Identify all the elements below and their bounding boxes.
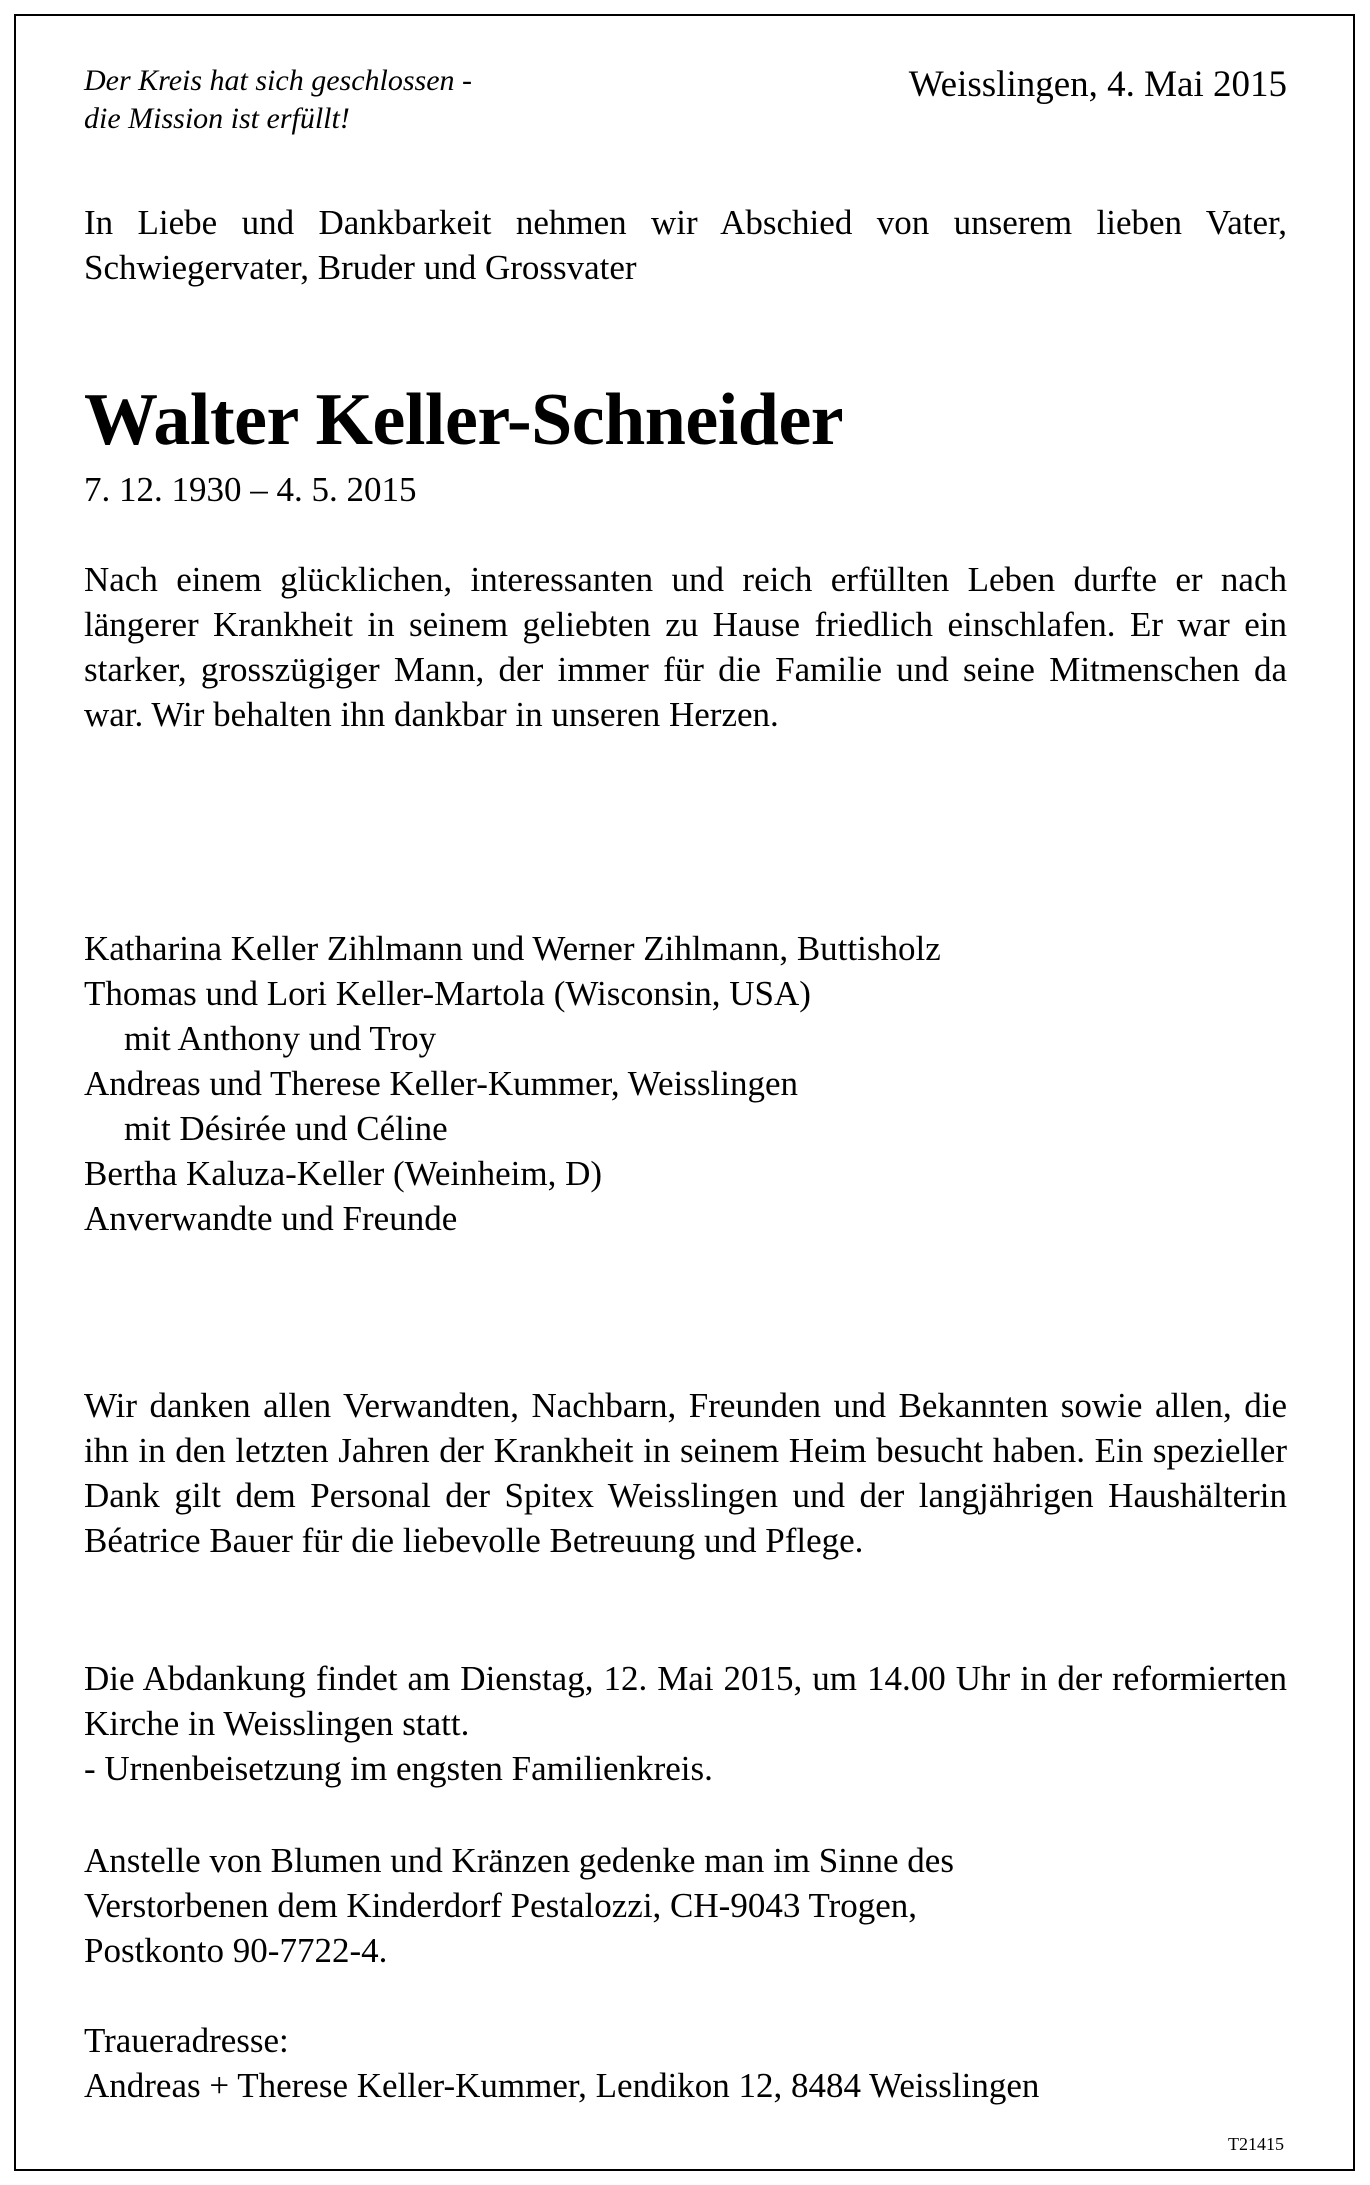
intro-text: In Liebe und Dankbarkeit nehmen wir Abschied von unserem lieben Vater, Schwiegervater, Bruder und Grossvater <box>84 203 1287 287</box>
donation-info <box>84 1838 1287 1973</box>
mourner-line: Anverwandte und Freunde <box>84 1199 458 1238</box>
tribute-text: Nach einem glücklichen, interessanten und reich erfüllten Leben durfte er nach längerer Krankheit in seinem geliebten zu Hause friedlich einschlafen. Er war ein starker, grosszügiger Mann, der immer für die Familie und seine Mitmenschen da war. Wir behalten ihn dankbar in unseren Herzen. <box>84 560 1287 734</box>
lifespan-dates: 7. 12. 1930 – 4. 5. 2015 <box>84 470 417 509</box>
service-info <box>84 1656 1287 1791</box>
mourner-line: Katharina Keller Zihlmann und Werner Zihlmann, Buttisholz <box>84 929 941 968</box>
motto-line-2: die Mission ist erfüllt! <box>84 102 350 135</box>
deceased-name: Walter Keller-Schneider <box>84 379 844 461</box>
thanks-text: Wir danken allen Verwandten, Nachbarn, Freunden und Bekannten sowie allen, die ihn in den letzten Jahren der Krankheit in seinem Heim besucht haben. Ein spezieller Dank gilt dem Personal der Spitex Weisslingen und der langjährigen Haushälterin Béatrice Bauer für die liebevolle Betreuung und Pflege. <box>84 1386 1287 1560</box>
mourner-line: mit Désirée und Céline <box>124 1109 448 1148</box>
motto-line-1: Der Kreis hat sich geschlossen - <box>84 64 473 97</box>
donation-line-2: Verstorbenen dem Kinderdorf Pestalozzi, CH-9043 Trogen, <box>84 1886 918 1925</box>
service-announcement: Die Abdankung findet am Dienstag, 12. Mai 2015, um 14.00 Uhr in der reformierten Kirche in Weisslingen statt. <box>84 1659 1287 1743</box>
donation-line-3: Postkonto 90-7722-4. <box>84 1931 388 1970</box>
address-label: Traueradresse: <box>84 2021 289 2060</box>
mourner-line: Andreas und Therese Keller-Kummer, Weisslingen <box>84 1064 798 1103</box>
mourner-line: Thomas und Lori Keller-Martola (Wisconsin, USA) <box>84 974 811 1013</box>
address-value: Andreas + Therese Keller-Kummer, Lendikon 12, 8484 Weisslingen <box>84 2066 1040 2105</box>
reference-code: T21415 <box>1228 2134 1284 2154</box>
mourners-list <box>84 926 1287 1241</box>
motto <box>84 62 644 138</box>
donation-line-1: Anstelle von Blumen und Kränzen gedenke man im Sinne des <box>84 1841 954 1880</box>
burial-note: - Urnenbeisetzung im engsten Familienkreis. <box>84 1749 713 1788</box>
mourner-line: Bertha Kaluza-Keller (Weinheim, D) <box>84 1154 603 1193</box>
mourner-line: mit Anthony und Troy <box>124 1019 437 1058</box>
place-and-date: Weisslingen, 4. Mai 2015 <box>908 64 1287 105</box>
mourning-address <box>84 2018 1287 2108</box>
